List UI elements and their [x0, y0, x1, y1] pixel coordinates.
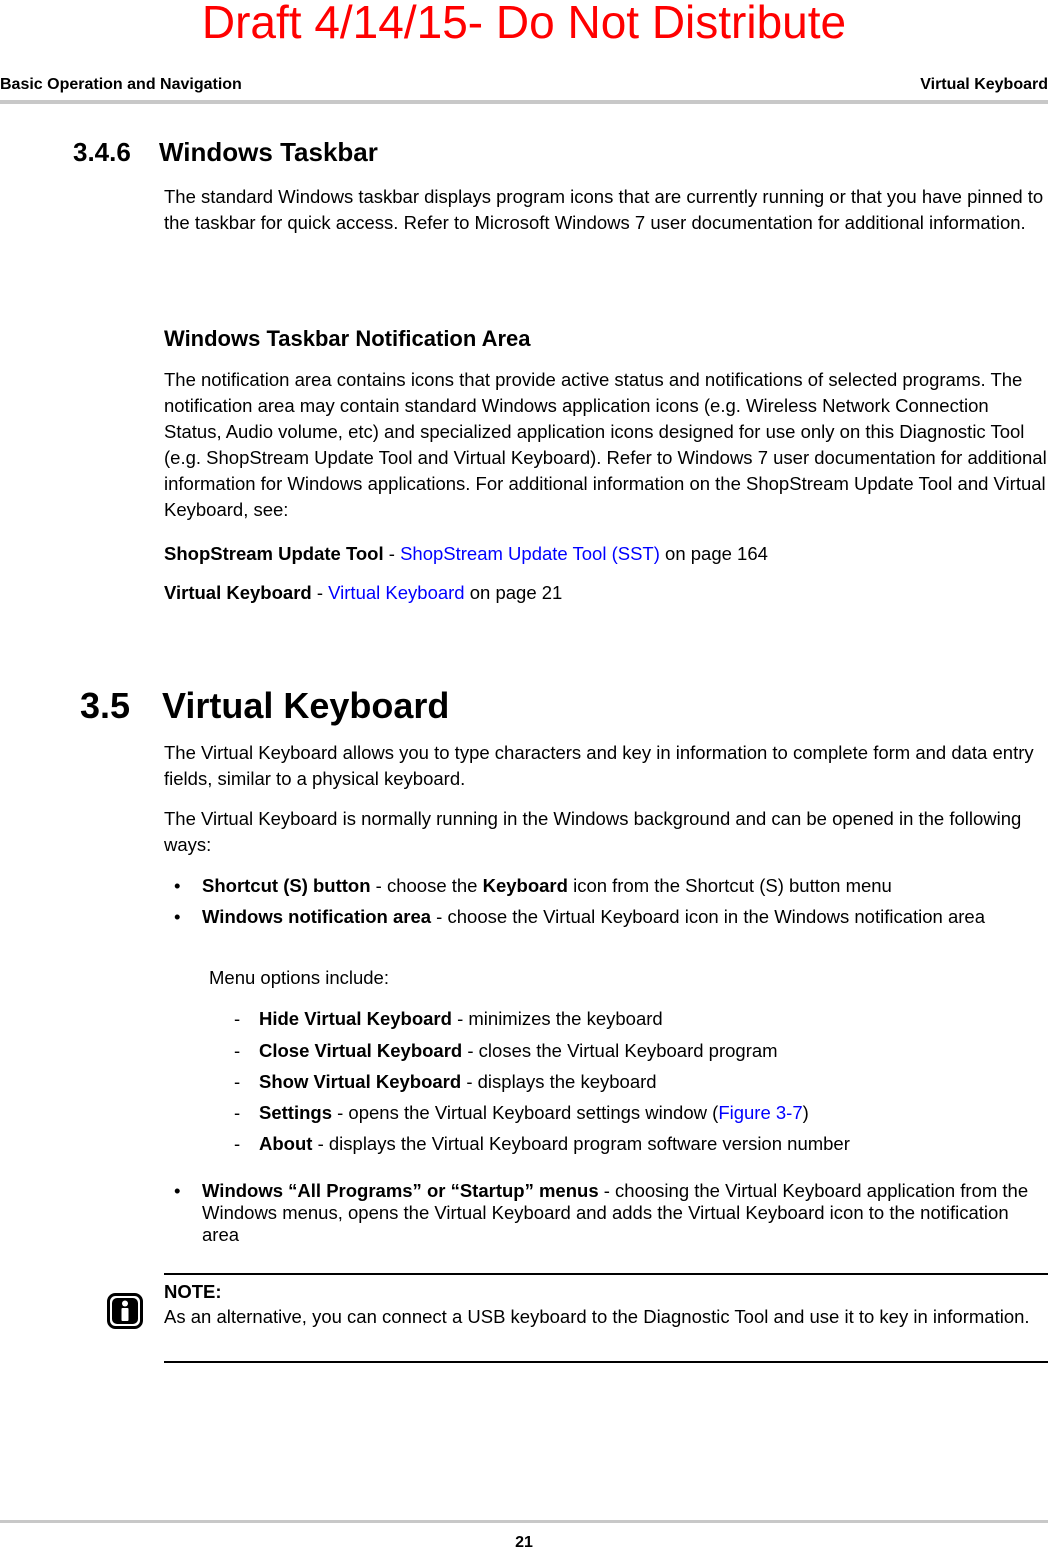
bullet-text-part: icon from the Shortcut (S) button menu — [567, 875, 892, 896]
link-virtual-keyboard[interactable]: Virtual Keyboard — [328, 582, 465, 603]
option-name: Settings — [259, 1102, 332, 1123]
dash-icon: - — [234, 1040, 241, 1061]
reference-virtual-keyboard — [164, 580, 1048, 606]
option-desc: - displays the Virtual Keyboard program software version number — [312, 1133, 850, 1154]
draft-watermark: Draft 4/14/15- Do Not Distribute — [201, 0, 847, 48]
option-name: Show Virtual Keyboard — [259, 1071, 462, 1092]
page-ref: on page 164 — [659, 543, 768, 564]
bullet-text-part: - choosing the Virtual Keyboard application from the Windows menus, opens the Virtual Keyboard and adds the Virtual Keyboard icon to the notification area — [202, 1180, 1029, 1245]
option-name: About — [259, 1133, 313, 1154]
note-bottom-rule — [164, 1361, 1048, 1363]
page-number: 21 — [515, 1534, 533, 1551]
taskbar-paragraph: The standard Windows taskbar displays program icons that are currently running or that you have pinned to the taskbar for quick access. Refer to Microsoft Windows 7 user documentation for additional information. — [164, 186, 1044, 233]
bullet-icon: • — [174, 875, 181, 896]
vk-paragraph-1: The Virtual Keyboard allows you to type characters and key in information to complete form and data entry fields, similar to a physical keyboard. — [164, 742, 1034, 789]
dash-icon: - — [234, 1133, 241, 1154]
header-section: Virtual Keyboard — [920, 76, 1048, 93]
heading-number: 3.5 — [80, 685, 131, 726]
bullet-icon: • — [174, 1180, 181, 1201]
option-desc-tail: ) — [802, 1102, 809, 1123]
header-rule — [0, 100, 1048, 104]
bullet-notification-area — [174, 906, 1048, 954]
bullet-icon: • — [174, 906, 181, 927]
bullet-text — [202, 906, 1048, 928]
menu-option-show — [234, 1071, 657, 1093]
footer-rule — [0, 1520, 1048, 1523]
reference-sst — [164, 541, 1048, 567]
link-figure-3-7[interactable]: Figure 3-7 — [718, 1102, 803, 1123]
menu-option-close — [234, 1040, 778, 1062]
link-sst[interactable]: ShopStream Update Tool (SST) — [400, 543, 660, 564]
separator: - — [311, 582, 329, 603]
bullet-bold: Windows “All Programs” or “Startup” menus — [202, 1180, 599, 1201]
vk-paragraph-2: The Virtual Keyboard is normally running in the Windows background and can be opened in the following ways: — [164, 808, 1022, 855]
bullet-text-part: - choose the — [370, 875, 483, 896]
notification-paragraph: The notification area contains icons that provide active status and notifications of selected programs. The notification area may contain standard Windows application icons (e.g. Wireless Network Connection Status, Audio volume, etc) and specialized application icons designed for use only on this Diagnostic Tool (e.g. ShopStream Update Tool and Virtual Keyboard). Refer to Windows 7 user documentation for additional information for Windows applications. For additional information on the ShopStream Update Tool and Virtual Keyboard, see: — [164, 369, 1047, 520]
menu-option-about — [234, 1133, 850, 1155]
separator: - — [383, 543, 401, 564]
option-desc: - closes the Virtual Keyboard program — [462, 1040, 778, 1061]
heading-3-4-6 — [73, 136, 378, 168]
heading-number: 3.4.6 — [73, 137, 131, 167]
bullet-text — [202, 875, 1048, 897]
bullet-bold: Shortcut (S) button — [202, 875, 371, 896]
dash-icon: - — [234, 1102, 241, 1123]
reference-label: ShopStream Update Tool — [164, 543, 384, 564]
option-desc: - minimizes the keyboard — [451, 1008, 663, 1029]
bullet-all-programs — [174, 1180, 1048, 1250]
info-icon — [107, 1293, 143, 1329]
heading-title: Windows Taskbar — [159, 137, 378, 167]
header-chapter: Basic Operation and Navigation — [0, 76, 242, 93]
heading-title: Virtual Keyboard — [162, 685, 450, 726]
note-label: NOTE: — [164, 1281, 222, 1302]
bullet-bold-keyboard: Keyboard — [482, 875, 568, 896]
dash-icon: - — [234, 1071, 241, 1092]
menu-intro: Menu options include: — [209, 967, 389, 988]
option-name: Hide Virtual Keyboard — [259, 1008, 452, 1029]
note-top-rule — [164, 1273, 1048, 1275]
menu-option-hide — [234, 1008, 663, 1030]
option-desc: - displays the keyboard — [461, 1071, 657, 1092]
bullet-text-part: - choose the Virtual Keyboard icon in the Windows notification area — [431, 906, 985, 927]
bullet-bold: Windows notification area — [202, 906, 432, 927]
dash-icon: - — [234, 1008, 241, 1029]
option-name: Close Virtual Keyboard — [259, 1040, 463, 1061]
note-text: As an alternative, you can connect a USB keyboard to the Diagnostic Tool and use it to key in information. — [164, 1306, 1030, 1327]
option-desc: - opens the Virtual Keyboard settings window ( — [331, 1102, 719, 1123]
heading-3-5 — [80, 684, 449, 728]
reference-label: Virtual Keyboard — [164, 582, 312, 603]
page-ref: on page 21 — [464, 582, 563, 603]
menu-option-settings — [234, 1102, 809, 1124]
heading-notification-area: Windows Taskbar Notification Area — [164, 326, 531, 351]
bullet-text — [202, 1180, 1048, 1246]
bullet-shortcut — [174, 875, 1048, 899]
